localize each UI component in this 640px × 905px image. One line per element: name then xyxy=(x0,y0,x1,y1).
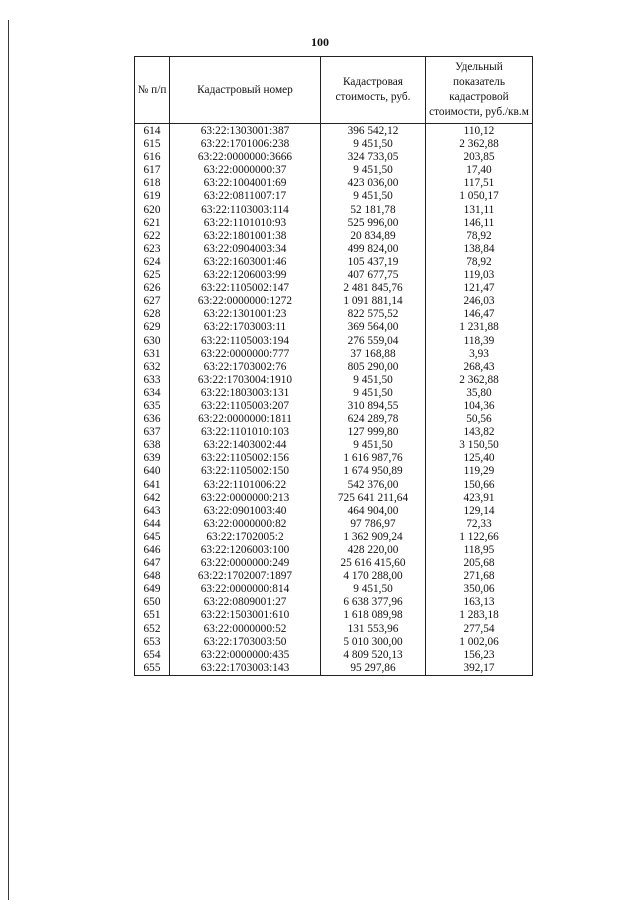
cell-cadastral-value: 1 616 987,76 xyxy=(321,452,426,465)
table-row xyxy=(135,256,533,269)
cell-row-number: 626 xyxy=(135,282,170,295)
table-row xyxy=(135,465,533,478)
cell-row-number: 619 xyxy=(135,190,170,203)
cell-cadastral-number: 63:22:1803003:131 xyxy=(170,387,321,400)
cell-cadastral-number: 63:22:0811007:17 xyxy=(170,190,321,203)
table-row xyxy=(135,518,533,531)
cell-cadastral-number: 63:22:1801001:38 xyxy=(170,230,321,243)
cell-cadastral-value: 1 618 089,98 xyxy=(321,609,426,622)
cell-cadastral-value: 407 677,75 xyxy=(321,269,426,282)
table-row xyxy=(135,544,533,557)
cell-cadastral-value: 9 451,50 xyxy=(321,138,426,151)
cell-specific-index: 1 050,17 xyxy=(426,190,533,203)
table-row xyxy=(135,190,533,203)
table-row xyxy=(135,124,533,139)
cell-specific-index: 203,85 xyxy=(426,151,533,164)
cell-specific-index: 1 231,88 xyxy=(426,321,533,334)
cell-row-number: 615 xyxy=(135,138,170,151)
cell-row-number: 643 xyxy=(135,505,170,518)
cell-cadastral-number: 63:22:0000000:1811 xyxy=(170,413,321,426)
cell-row-number: 654 xyxy=(135,649,170,662)
table-row xyxy=(135,177,533,190)
table-row xyxy=(135,505,533,518)
cell-row-number: 631 xyxy=(135,348,170,361)
table-row xyxy=(135,308,533,321)
cell-row-number: 630 xyxy=(135,335,170,348)
cell-specific-index: 423,91 xyxy=(426,492,533,505)
table-row xyxy=(135,636,533,649)
cell-specific-index: 35,80 xyxy=(426,387,533,400)
cell-cadastral-number: 63:22:1703004:1910 xyxy=(170,374,321,387)
cell-cadastral-number: 63:22:1303001:387 xyxy=(170,124,321,139)
cell-specific-index: 78,92 xyxy=(426,256,533,269)
cell-row-number: 637 xyxy=(135,426,170,439)
cell-cadastral-number: 63:22:0904003:34 xyxy=(170,243,321,256)
cell-cadastral-value: 9 451,50 xyxy=(321,583,426,596)
table-row xyxy=(135,151,533,164)
cell-cadastral-number: 63:22:0000000:82 xyxy=(170,518,321,531)
cell-cadastral-number: 63:22:1703003:143 xyxy=(170,662,321,676)
cell-cadastral-number: 63:22:1403002:44 xyxy=(170,439,321,452)
table-row xyxy=(135,321,533,334)
table-row xyxy=(135,426,533,439)
cell-specific-index: 78,92 xyxy=(426,230,533,243)
cell-cadastral-value: 37 168,88 xyxy=(321,348,426,361)
cell-cadastral-value: 525 996,00 xyxy=(321,217,426,230)
cell-row-number: 649 xyxy=(135,583,170,596)
cell-row-number: 623 xyxy=(135,243,170,256)
cell-cadastral-number: 63:22:1004001:69 xyxy=(170,177,321,190)
cell-specific-index: 118,95 xyxy=(426,544,533,557)
cell-row-number: 629 xyxy=(135,321,170,334)
cell-row-number: 639 xyxy=(135,452,170,465)
cell-row-number: 622 xyxy=(135,230,170,243)
cell-row-number: 624 xyxy=(135,256,170,269)
table-row xyxy=(135,570,533,583)
cell-specific-index: 146,47 xyxy=(426,308,533,321)
cell-specific-index: 2 362,88 xyxy=(426,138,533,151)
cell-specific-index: 131,11 xyxy=(426,204,533,217)
cell-cadastral-value: 1 362 909,24 xyxy=(321,531,426,544)
cell-row-number: 646 xyxy=(135,544,170,557)
cell-row-number: 632 xyxy=(135,361,170,374)
cell-cadastral-number: 63:22:1702005:2 xyxy=(170,531,321,544)
header-specific-index: Удельный показатель кадастровой стоимости, руб./кв.м xyxy=(426,57,533,124)
table-row xyxy=(135,583,533,596)
cell-specific-index: 268,43 xyxy=(426,361,533,374)
cell-row-number: 616 xyxy=(135,151,170,164)
cell-row-number: 621 xyxy=(135,217,170,230)
cell-cadastral-value: 4 809 520,13 xyxy=(321,649,426,662)
cell-cadastral-value: 499 824,00 xyxy=(321,243,426,256)
table-row xyxy=(135,413,533,426)
cell-row-number: 625 xyxy=(135,269,170,282)
cell-cadastral-value: 324 733,05 xyxy=(321,151,426,164)
cell-specific-index: 2 362,88 xyxy=(426,374,533,387)
cell-cadastral-value: 725 641 211,64 xyxy=(321,492,426,505)
cell-row-number: 647 xyxy=(135,557,170,570)
table-row xyxy=(135,335,533,348)
cell-cadastral-number: 63:22:1702007:1897 xyxy=(170,570,321,583)
cell-specific-index: 271,68 xyxy=(426,570,533,583)
table-row xyxy=(135,217,533,230)
cell-cadastral-value: 131 553,96 xyxy=(321,623,426,636)
cell-row-number: 652 xyxy=(135,623,170,636)
table-row xyxy=(135,479,533,492)
cell-specific-index: 117,51 xyxy=(426,177,533,190)
cell-cadastral-number: 63:22:1105003:194 xyxy=(170,335,321,348)
table-row xyxy=(135,531,533,544)
cell-specific-index: 277,54 xyxy=(426,623,533,636)
cell-cadastral-value: 9 451,50 xyxy=(321,387,426,400)
cell-cadastral-number: 63:22:0000000:1272 xyxy=(170,295,321,308)
cell-specific-index: 118,39 xyxy=(426,335,533,348)
cell-cadastral-value: 9 451,50 xyxy=(321,190,426,203)
cell-cadastral-value: 9 451,50 xyxy=(321,439,426,452)
cell-specific-index: 50,56 xyxy=(426,413,533,426)
table-row xyxy=(135,387,533,400)
cell-row-number: 644 xyxy=(135,518,170,531)
table-row xyxy=(135,400,533,413)
table-row xyxy=(135,596,533,609)
cell-specific-index: 129,14 xyxy=(426,505,533,518)
cell-cadastral-value: 1 674 950,89 xyxy=(321,465,426,478)
table-row xyxy=(135,138,533,151)
cell-row-number: 641 xyxy=(135,479,170,492)
table-row xyxy=(135,361,533,374)
cell-specific-index: 3,93 xyxy=(426,348,533,361)
table-row xyxy=(135,452,533,465)
cell-cadastral-value: 4 170 288,00 xyxy=(321,570,426,583)
cell-row-number: 634 xyxy=(135,387,170,400)
cell-cadastral-number: 63:22:1101006:22 xyxy=(170,479,321,492)
cell-specific-index: 1 283,18 xyxy=(426,609,533,622)
cell-cadastral-number: 63:22:0000000:249 xyxy=(170,557,321,570)
cell-cadastral-value: 9 451,50 xyxy=(321,374,426,387)
cell-specific-index: 17,40 xyxy=(426,164,533,177)
cell-row-number: 642 xyxy=(135,492,170,505)
cell-cadastral-value: 822 575,52 xyxy=(321,308,426,321)
cell-row-number: 653 xyxy=(135,636,170,649)
page-left-edge-line xyxy=(8,20,9,900)
cell-row-number: 614 xyxy=(135,124,170,139)
table-row xyxy=(135,243,533,256)
table-row xyxy=(135,374,533,387)
cell-specific-index: 246,03 xyxy=(426,295,533,308)
table-row xyxy=(135,282,533,295)
table-row xyxy=(135,204,533,217)
cell-cadastral-value: 25 616 415,60 xyxy=(321,557,426,570)
cell-cadastral-value: 1 091 881,14 xyxy=(321,295,426,308)
cell-cadastral-number: 63:22:0000000:814 xyxy=(170,583,321,596)
table-row xyxy=(135,348,533,361)
cell-cadastral-value: 52 181,78 xyxy=(321,204,426,217)
cell-cadastral-value: 95 297,86 xyxy=(321,662,426,676)
cell-specific-index: 156,23 xyxy=(426,649,533,662)
cell-specific-index: 150,66 xyxy=(426,479,533,492)
cell-specific-index: 146,11 xyxy=(426,217,533,230)
cell-row-number: 650 xyxy=(135,596,170,609)
header-cadastral-value: Кадастровая стоимость, руб. xyxy=(321,57,426,124)
cell-cadastral-value: 396 542,12 xyxy=(321,124,426,139)
cell-cadastral-value: 624 289,78 xyxy=(321,413,426,426)
cell-specific-index: 163,13 xyxy=(426,596,533,609)
cell-cadastral-number: 63:22:1103003:114 xyxy=(170,204,321,217)
cell-row-number: 627 xyxy=(135,295,170,308)
cell-specific-index: 110,12 xyxy=(426,124,533,139)
cell-specific-index: 143,82 xyxy=(426,426,533,439)
cell-row-number: 633 xyxy=(135,374,170,387)
header-cadastral-number: Кадастровый номер xyxy=(170,57,321,124)
cell-cadastral-value: 369 564,00 xyxy=(321,321,426,334)
cell-cadastral-number: 63:22:1101010:103 xyxy=(170,426,321,439)
cell-cadastral-number: 63:22:1301001:23 xyxy=(170,308,321,321)
cell-cadastral-number: 63:22:0000000:213 xyxy=(170,492,321,505)
cell-cadastral-number: 63:22:1105002:156 xyxy=(170,452,321,465)
cell-specific-index: 121,47 xyxy=(426,282,533,295)
cell-cadastral-number: 63:22:0000000:3666 xyxy=(170,151,321,164)
cell-cadastral-number: 63:22:0000000:37 xyxy=(170,164,321,177)
table-row xyxy=(135,662,533,676)
table-row xyxy=(135,492,533,505)
table-row xyxy=(135,164,533,177)
cell-specific-index: 104,36 xyxy=(426,400,533,413)
cell-cadastral-value: 105 437,19 xyxy=(321,256,426,269)
cell-cadastral-value: 97 786,97 xyxy=(321,518,426,531)
cell-cadastral-number: 63:22:0809001:27 xyxy=(170,596,321,609)
cell-specific-index: 205,68 xyxy=(426,557,533,570)
cell-row-number: 648 xyxy=(135,570,170,583)
cell-row-number: 617 xyxy=(135,164,170,177)
cell-cadastral-value: 127 999,80 xyxy=(321,426,426,439)
cell-row-number: 655 xyxy=(135,662,170,676)
table-row xyxy=(135,230,533,243)
cell-specific-index: 1 002,06 xyxy=(426,636,533,649)
cell-cadastral-value: 464 904,00 xyxy=(321,505,426,518)
cell-row-number: 645 xyxy=(135,531,170,544)
cell-cadastral-number: 63:22:1105003:207 xyxy=(170,400,321,413)
cell-cadastral-number: 63:22:1206003:100 xyxy=(170,544,321,557)
cell-cadastral-number: 63:22:1206003:99 xyxy=(170,269,321,282)
cell-specific-index: 138,84 xyxy=(426,243,533,256)
table-body xyxy=(135,124,533,676)
table-row xyxy=(135,649,533,662)
header-num: № п/п xyxy=(135,57,170,124)
cell-cadastral-number: 63:22:1701006:238 xyxy=(170,138,321,151)
cell-cadastral-number: 63:22:1105002:150 xyxy=(170,465,321,478)
cell-specific-index: 350,06 xyxy=(426,583,533,596)
cell-cadastral-value: 20 834,89 xyxy=(321,230,426,243)
cell-specific-index: 392,17 xyxy=(426,662,533,676)
cell-row-number: 640 xyxy=(135,465,170,478)
cell-cadastral-value: 805 290,00 xyxy=(321,361,426,374)
table-row xyxy=(135,269,533,282)
cell-cadastral-number: 63:22:0000000:52 xyxy=(170,623,321,636)
cell-row-number: 651 xyxy=(135,609,170,622)
table-header-row xyxy=(135,57,533,124)
cell-cadastral-value: 2 481 845,76 xyxy=(321,282,426,295)
page-number: 100 xyxy=(311,35,329,49)
cell-row-number: 635 xyxy=(135,400,170,413)
cell-cadastral-number: 63:22:1703003:11 xyxy=(170,321,321,334)
cell-row-number: 636 xyxy=(135,413,170,426)
cell-cadastral-number: 63:22:1703002:76 xyxy=(170,361,321,374)
cell-cadastral-number: 63:22:1603001:46 xyxy=(170,256,321,269)
cell-cadastral-number: 63:22:1101010:93 xyxy=(170,217,321,230)
cell-cadastral-number: 63:22:0000000:777 xyxy=(170,348,321,361)
cell-cadastral-value: 428 220,00 xyxy=(321,544,426,557)
table-row xyxy=(135,295,533,308)
cell-cadastral-value: 5 010 300,00 xyxy=(321,636,426,649)
cell-cadastral-value: 423 036,00 xyxy=(321,177,426,190)
cell-row-number: 628 xyxy=(135,308,170,321)
table-row xyxy=(135,557,533,570)
cell-cadastral-value: 276 559,04 xyxy=(321,335,426,348)
cell-specific-index: 119,29 xyxy=(426,465,533,478)
cadastral-value-table xyxy=(134,56,533,676)
cell-specific-index: 72,33 xyxy=(426,518,533,531)
cell-row-number: 620 xyxy=(135,204,170,217)
cell-row-number: 618 xyxy=(135,177,170,190)
cell-specific-index: 125,40 xyxy=(426,452,533,465)
table-row xyxy=(135,439,533,452)
cell-cadastral-number: 63:22:1703003:50 xyxy=(170,636,321,649)
cell-specific-index: 1 122,66 xyxy=(426,531,533,544)
table-row xyxy=(135,623,533,636)
cell-cadastral-number: 63:22:1503001:610 xyxy=(170,609,321,622)
cell-cadastral-value: 542 376,00 xyxy=(321,479,426,492)
cell-specific-index: 3 150,50 xyxy=(426,439,533,452)
table-row xyxy=(135,609,533,622)
cell-cadastral-number: 63:22:1105002:147 xyxy=(170,282,321,295)
cell-cadastral-value: 310 894,55 xyxy=(321,400,426,413)
cell-row-number: 638 xyxy=(135,439,170,452)
cell-cadastral-value: 9 451,50 xyxy=(321,164,426,177)
cell-specific-index: 119,03 xyxy=(426,269,533,282)
cell-cadastral-number: 63:22:0000000:435 xyxy=(170,649,321,662)
cell-cadastral-number: 63:22:0901003:40 xyxy=(170,505,321,518)
cell-cadastral-value: 6 638 377,96 xyxy=(321,596,426,609)
